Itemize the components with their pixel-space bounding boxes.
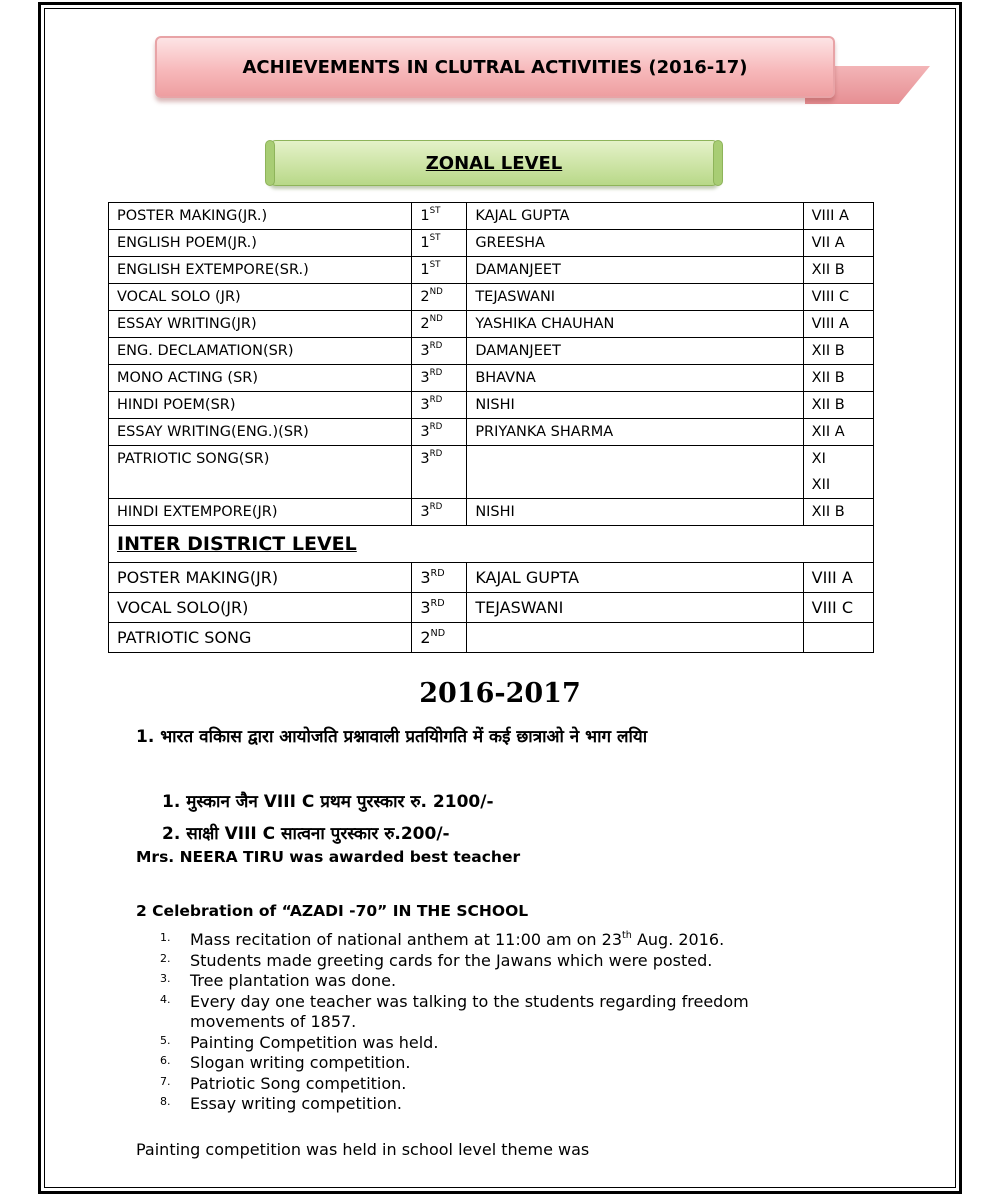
list-text: Students made greeting cards for the Jawans which were posted. [190, 950, 713, 970]
name-cell: YASHIKA CHAUHAN [467, 311, 803, 338]
event-cell: VOCAL SOLO(JR) [109, 593, 412, 623]
name-cell: TEJASWANI [467, 284, 803, 311]
closing-line: Painting competition was held in school level theme was [136, 1140, 590, 1159]
list-number: 2. [160, 951, 171, 965]
class-cell: VII A [803, 230, 873, 257]
name-cell: NISHI [467, 499, 803, 526]
list-item [160, 1053, 840, 1074]
position-cell [412, 338, 467, 365]
name-cell [467, 623, 803, 653]
hindi-prize-list [162, 786, 494, 850]
position-suffix: ST [429, 260, 441, 271]
list-item [160, 1033, 840, 1054]
name-cell: KAJAL GUPTA [467, 563, 803, 593]
event-cell: ESSAY WRITING(JR) [109, 311, 412, 338]
position-number: 3 [420, 424, 430, 440]
class-cell: XII B [803, 338, 873, 365]
list-item: 2. साक्षी VIII C सात्वना पुरस्कार रु.200/- [162, 824, 450, 844]
position-number: 1 [420, 262, 430, 278]
name-cell: BHAVNA [467, 365, 803, 392]
position-suffix: RD [429, 449, 443, 460]
list-text: Essay writing competition. [190, 1094, 402, 1113]
event-cell: ESSAY WRITING(ENG.)(SR) [109, 419, 412, 446]
position-cell [412, 284, 467, 311]
table-row [109, 419, 874, 446]
event-cell: ENGLISH EXTEMPORE(SR.) [109, 257, 412, 284]
inter-body [109, 563, 874, 653]
class-cell [803, 623, 873, 653]
class-cell: XII B [803, 499, 873, 526]
event-cell: ENG. DECLAMATION(SR) [109, 338, 412, 365]
position-number: 1 [420, 208, 430, 224]
list-text: Tree plantation was done. [190, 971, 397, 990]
class-cell: XII B [803, 365, 873, 392]
list-text: Slogan writing competition. [190, 1053, 411, 1072]
zonal-body [109, 203, 874, 446]
award-line: Mrs. NEERA TIRU was awarded best teacher [136, 848, 521, 866]
table-row [109, 593, 874, 623]
event-cell: MONO ACTING (SR) [109, 365, 412, 392]
position-number: 3 [420, 504, 430, 520]
list-text: Patriotic Song competition. [190, 1073, 407, 1093]
name-cell [467, 446, 803, 499]
title-banner [155, 36, 930, 106]
list-text: Painting Competition was held. [190, 1032, 439, 1052]
table-row [109, 338, 874, 365]
table-row [109, 623, 874, 653]
banner-body [155, 36, 835, 98]
event-cell: VOCAL SOLO (JR) [109, 284, 412, 311]
position-suffix: RD [430, 597, 445, 609]
position-number: 3 [420, 343, 430, 359]
position-cell [412, 419, 467, 446]
table-row [109, 365, 874, 392]
name-cell: GREESHA [467, 230, 803, 257]
list-item: 1. मुस्कान जैन VIII C प्रथम पुरस्कार रु. 2100/- [162, 792, 494, 812]
position-number: 3 [420, 598, 431, 617]
position-number: 2 [420, 289, 430, 305]
table-row [109, 446, 874, 499]
position-suffix: RD [429, 502, 443, 513]
celebration-heading: 2 Celebration of “AZADI -70” IN THE SCHOOL [136, 902, 529, 920]
name-cell: DAMANJEET [467, 338, 803, 365]
table-row [109, 284, 874, 311]
class-cell [803, 446, 873, 499]
class-cell: XII A [803, 419, 873, 446]
list-text: Mass recitation of national anthem at 11:00 am on 23 [190, 930, 623, 949]
section-row [109, 526, 874, 563]
list-item [160, 951, 840, 972]
list-number: 4. [160, 992, 171, 1006]
position-suffix: RD [429, 368, 443, 379]
position-cell [412, 392, 467, 419]
table-row [109, 230, 874, 257]
position-number: 2 [420, 628, 431, 647]
position-suffix: ND [430, 627, 446, 639]
table-row [109, 257, 874, 284]
position-number: 3 [420, 568, 431, 587]
position-cell [412, 563, 467, 593]
table-row [109, 311, 874, 338]
table-row [109, 563, 874, 593]
class-cell: VIII A [803, 563, 873, 593]
event-cell: HINDI POEM(SR) [109, 392, 412, 419]
inter-district-title: INTER DISTRICT LEVEL [117, 533, 357, 555]
position-suffix: RD [429, 395, 443, 406]
position-cell [412, 257, 467, 284]
list-number: 5. [160, 1033, 171, 1047]
position-suffix: RD [429, 422, 443, 433]
banner-title: ACHIEVEMENTS IN CLUTRAL ACTIVITIES (2016-17) [242, 56, 748, 78]
class-xii: XII [811, 477, 831, 493]
position-number: 3 [420, 451, 430, 467]
list-number: 6. [160, 1054, 171, 1067]
position-suffix: ND [429, 314, 443, 325]
position-suffix: RD [429, 341, 443, 352]
class-cell: VIII A [803, 203, 873, 230]
event-cell: PATRIOTIC SONG(SR) [109, 446, 412, 499]
list-item [160, 971, 840, 992]
event-cell: ENGLISH POEM(JR.) [109, 230, 412, 257]
list-item [160, 1074, 840, 1095]
position-cell [412, 446, 467, 499]
table-row [109, 203, 874, 230]
position-cell [412, 365, 467, 392]
zonal-level-scroll [268, 140, 720, 186]
position-suffix: ST [429, 206, 441, 217]
table-row [109, 499, 874, 526]
achievements-table [108, 202, 874, 653]
class-cell: VIII C [803, 284, 873, 311]
position-number: 1 [420, 235, 430, 251]
name-cell: PRIYANKA SHARMA [467, 419, 803, 446]
name-cell: KAJAL GUPTA [467, 203, 803, 230]
position-suffix: ST [429, 233, 441, 244]
position-number: 2 [420, 316, 430, 332]
position-number: 3 [420, 397, 430, 413]
list-number: 7. [160, 1074, 171, 1088]
position-cell [412, 311, 467, 338]
azadi-activities-list [160, 930, 840, 1115]
list-item [160, 930, 840, 951]
class-cell: XII B [803, 257, 873, 284]
class-cell: VIII A [803, 311, 873, 338]
year-heading: 2016-2017 [419, 678, 581, 709]
table-row [109, 392, 874, 419]
class-cell: VIII C [803, 593, 873, 623]
event-cell: POSTER MAKING(JR) [109, 563, 412, 593]
position-cell [412, 623, 467, 653]
list-item [160, 992, 840, 1033]
zonal-level-title: ZONAL LEVEL [425, 152, 563, 174]
ordinal-suffix: th [622, 929, 632, 941]
name-cell: DAMANJEET [467, 257, 803, 284]
name-cell: TEJASWANI [467, 593, 803, 623]
list-number: 8. [160, 1095, 171, 1108]
position-cell [412, 230, 467, 257]
position-cell [412, 499, 467, 526]
name-cell: NISHI [467, 392, 803, 419]
class-xi: XI [811, 451, 826, 467]
list-text-tail: Aug. 2016. [631, 930, 725, 949]
position-cell [412, 593, 467, 623]
position-cell [412, 203, 467, 230]
list-number: 1. [160, 931, 171, 944]
event-cell: POSTER MAKING(JR.) [109, 203, 412, 230]
list-number: 3. [160, 972, 171, 985]
position-suffix: ND [429, 287, 443, 298]
section-cell [109, 526, 874, 563]
event-cell: HINDI EXTEMPORE(JR) [109, 499, 412, 526]
list-text: Every day one teacher was talking to the students regarding freedom movements of 1857. [190, 991, 749, 1031]
position-number: 3 [420, 370, 430, 386]
class-cell: XII B [803, 392, 873, 419]
list-item [160, 1094, 840, 1115]
position-suffix: RD [430, 567, 445, 579]
event-cell: PATRIOTIC SONG [109, 623, 412, 653]
hindi-paragraph: 1. भारत वकिास द्वारा आयोजति प्रश्नावाली प्रतयिोगति में कई छात्राओ ने भाग लयाि [136, 727, 648, 747]
